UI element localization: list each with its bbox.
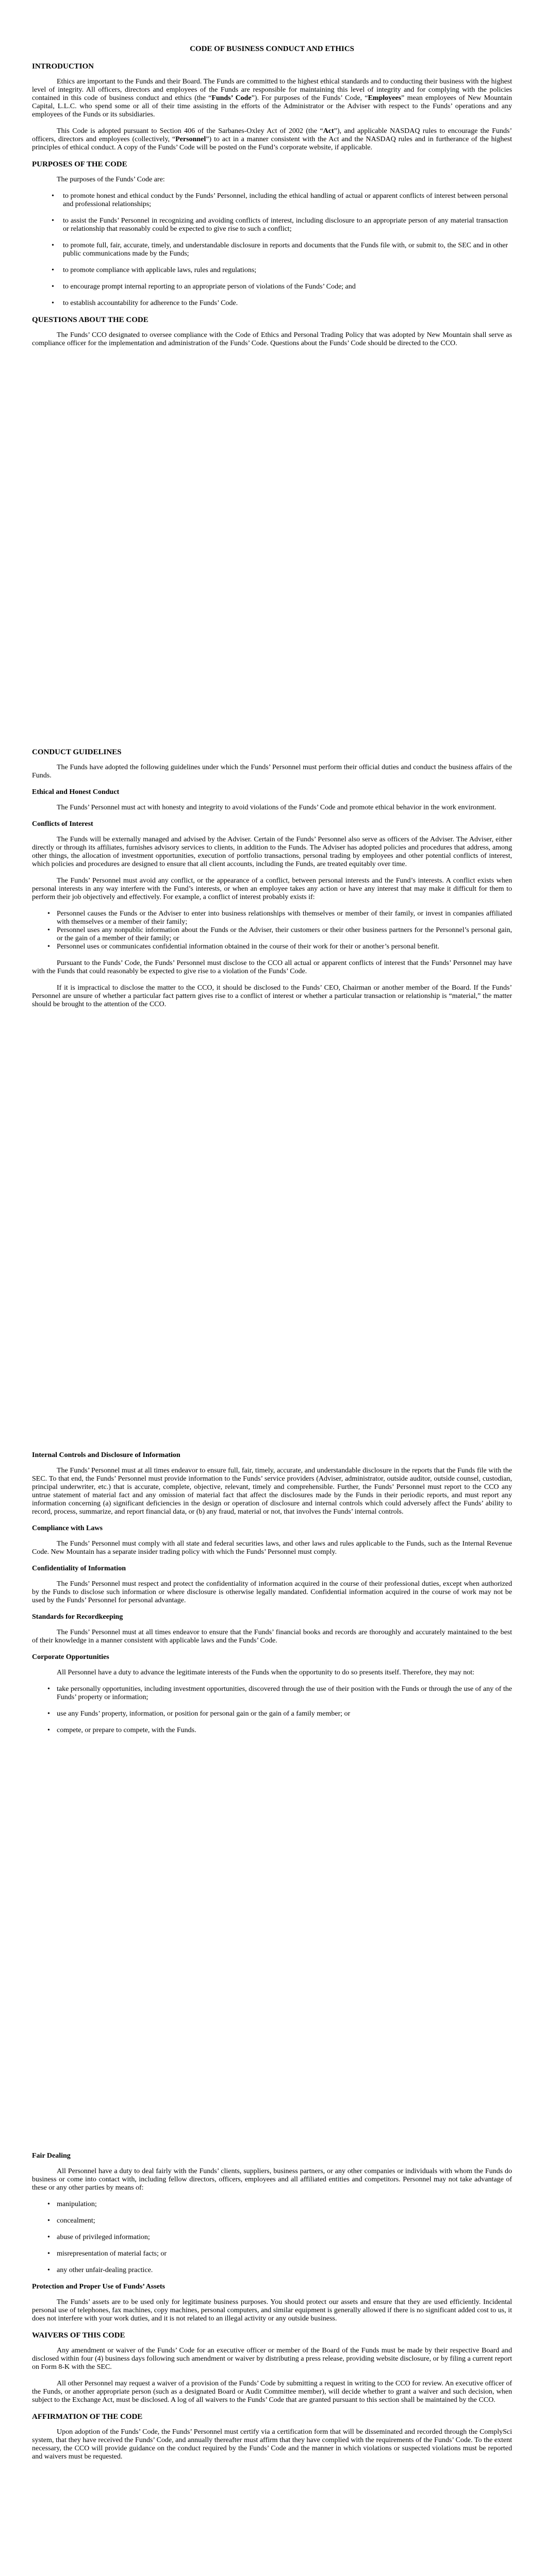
list-item: • to promote honest and ethical conduct by the Funds’ Personnel, including the ethical handling of actual or apparent conflicts of interest between personal and professional relationships; [52,192,508,208]
compliance-paragraph: The Funds’ Personnel must comply with all state and federal securities laws, and other laws and rules applicable to the Funds, such as the Internal Revenue Code. New Mountain has a separate insider trading policy with which the Funds’ Personnel must comply. [32,1540,512,1556]
waivers-heading: WAIVERS OF THIS CODE [32,2331,125,2340]
intro-p1-text-b: ”). For purposes of the Funds’ Code, “ [251,94,368,102]
list-item: • concealment; [47,2217,95,2225]
ethical-conduct-paragraph: The Funds’ Personnel must act with honesty and integrity to avoid violations of the Funds’ Code and promote ethical behavior in the work environment. [57,804,497,811]
intro-p2-text-c: ”) to act in a manner consistent with the Act and the NASDAQ rules and in furtherance of the highest principles of ethical conduct. A copy of the Funds’ Code will be posted on the Fund’s corporate website, if applicable. [32,135,512,151]
list-item: • to establish accountability for adherence to the Funds’ Code. [52,299,238,307]
introduction-heading: INTRODUCTION [32,62,94,71]
internal-controls-paragraph: The Funds’ Personnel must at all times endeavor to ensure full, fair, timely, accurate, and understandable disclosure in the reports that the Funds file with the SEC. To that end, the Funds’ Personnel must provide information to the Funds’ service providers (Adviser, administrator, outside auditor, outside counsel, custodian, principal underwriter, etc.) that is accurate, complete, objective, relevant, timely and comprehensible. Further, the Funds’ Personnel must report to the CCO any untrue statement of material fact and any omission of material fact that affect the disclosures made by the Funds in their periodic reports, and must report any information concerning (a) significant deficiencies in the design or operation of disclosure and internal controls which could adversely affect the Funds’ ability to record, process, summarize, and report financial data, or (b) any fraud, material or not, that involves the Funds’ internal controls. [32,1467,512,1516]
conflicts-paragraph-4: If it is impractical to disclose the matter to the CCO, it should be disclosed to the Funds’ CEO, Chairman or another member of the Board. If the Funds’ Personnel are unsure of whether a particular fact pattern gives rise to a conflict of interest or whether a particular transaction or relationship is “material,” the matter should be brought to the attention of the CCO. [32,984,512,1008]
confidentiality-paragraph: The Funds’ Personnel must respect and protect the confidentiality of information acquired in the course of their professional duties, except when authorized by the Funds to disclose such information or where disclosure is otherwise legally mandated. Confidential information acquired in the course of work may not be used by the Funds’ Personnel for personal advantage. [32,1580,512,1604]
confidentiality-heading: Confidentiality of Information [32,1565,126,1572]
list-item: • take personally opportunities, including investment opportunities, discovered through the use of their position with the Funds or through the use of any of the Funds’ property or information; [47,1685,512,1701]
corporate-opportunities-intro: All Personnel have a duty to advance the legitimate interests of the Funds when the opportunity to do so presents itself. Therefore, they may not: [57,1669,474,1676]
purposes-intro: The purposes of the Funds’ Code are: [57,176,165,183]
questions-paragraph: The Funds’ CCO designated to oversee compliance with the Code of Ethics and Personal Trading Policy that was adopted by New Mountain shall serve as compliance officer for the implementation and administration of the Funds’ Code. Questions about the Funds’ Code should be directed to the CCO. [32,331,512,347]
intro-p1-text-c: ” mean employees of New Mountain Capital, L.L.C. who spend some or all of their time assisting in the efforts of the Administrator or the Adviser with respect to the Funds’ operations and any employees of the Funds or its subsidiaries. [32,94,512,118]
list-item: • to encourage prompt internal reporting to an appropriate person of violations of the Funds’ Code; and [52,283,356,291]
conflicts-paragraph-1: The Funds will be externally managed and advised by the Adviser. Certain of the Funds’ Personnel also serve as officers of the Adviser. The Adviser, either directly or through its affiliates, furnishes advisory services to clients, in addition to the Funds. The Adviser has adopted policies and procedures that address, among other things, the allocation of investment opportunities, execution of portfolio transactions, personal trading by employees and other potential conflicts of interest, which policies and procedures are designed to ensure that all client accounts, including the Funds, are treated equitably over time. [32,836,512,868]
list-item: • misrepresentation of material facts; or [47,2250,167,2258]
fair-dealing-intro: All Personnel have a duty to deal fairly with the Funds’ clients, suppliers, business partners, or any other companies or individuals with whom the Funds do business or come into contact with, including fellow directors, officers, employees and all affiliated entities and competitors. Personnel may not take advantage of these or any other parties by means of: [32,2167,512,2192]
purposes-heading: PURPOSES OF THE CODE [32,160,127,168]
page-4 [0,2110,544,2576]
list-item: • Personnel uses any nonpublic information about the Funds or the Adviser, their customers or their other business partners for the Personnel’s personal gain, or the gain of a member of their family; or [47,926,512,942]
introduction-paragraph-1 [32,78,512,119]
conflicts-list [32,910,512,951]
intro-p2-text-a: This Code is adopted pursuant to Section 406 of the Sarbanes-Oxley Act of 2002 (the “ [57,127,323,135]
intro-p2-text-b: ”), and applicable NASDAQ rules to encourage the Funds’ officers, directors and employees (collectively, “ [32,127,512,143]
list-item: • abuse of privileged information; [47,2233,150,2241]
conflicts-paragraph-2: The Funds’ Personnel must avoid any conflict, or the appearance of a conflict, between personal interests and the Fund’s interests. A conflict exists when personal interests in any way interfere with the Fund’s interests, or when an employee takes any action or have any interest that may make it difficult for them to perform their job objectively and effectively. For example, a conflict of interest probably exists if: [32,877,512,901]
purposes-list [32,192,512,308]
list-item: • any other unfair-dealing practice. [47,2266,153,2274]
defined-term-act: Act [323,127,334,135]
defined-term-personnel: Personnel [175,135,206,143]
defined-term-funds-code: Funds’ Code [211,94,252,102]
list-item: • to promote compliance with applicable laws, rules and regulations; [52,266,257,274]
corporate-opportunities-heading: Corporate Opportunities [32,1653,109,1661]
affirmation-heading: AFFIRMATION OF THE CODE [32,2413,143,2421]
list-item: • to promote full, fair, accurate, timely, and understandable disclosure in reports and documents that the Funds file with, or submit to, the SEC and in other public communications made by the Funds; [52,242,508,258]
affirmation-paragraph: Upon adoption of the Funds’ Code, the Funds’ Personnel must certify via a certification form that will be disseminated and recorded through the ComplySci system, that they have received the Funds’ Code, and annually thereafter must affirm that they have complied with the requirements of the Funds’ Code. To the extent necessary, the CCO will provide guidance on the conduct required by the Funds’ Code and the manner in which violations or suspected violations must be reported and waivers must be requested. [32,2428,512,2461]
conflicts-paragraph-3: Pursuant to the Funds’ Code, the Funds’ Personnel must disclose to the CCO all actual or apparent conflicts of interest that the Funds’ Personnel may have with the Funds that could reasonably be expected to give rise to a violation of the Funds’ Code. [32,959,512,975]
fair-dealing-list [32,2200,512,2275]
introduction-paragraph-2 [32,127,512,152]
fair-dealing-heading: Fair Dealing [32,2152,71,2160]
list-item: • to assist the Funds’ Personnel in recognizing and avoiding conflicts of interest, including disclosure to an appropriate person of any material transaction or relationship that reasonably could be expected to give rise to such a conflict; [52,217,508,233]
page-2 [0,703,544,1406]
page-1 [0,0,544,703]
list-item: • Personnel causes the Funds or the Adviser to enter into business relationships with themselves or member of their family, or invest in companies affiliated with themselves or a member of their family; [47,910,512,926]
waivers-paragraph-2: All other Personnel may request a waiver of a provision of the Funds’ Code by submitting a request in writing to the CCO for review. An executive officer of the Funds, or another appropriate person (such as a designated Board or Audit Committee member), will decide whether to grant a waiver and such decision, when subject to the Exchange Act, must be disclosed. A log of all waivers to the Funds’ Code that are granted pursuant to this section shall be maintained by the CCO. [32,2380,512,2404]
defined-term-employees: Employees [368,94,402,102]
recordkeeping-paragraph: The Funds’ Personnel must at all times endeavor to ensure that the Funds’ financial books and records are thoroughly and accurately maintained to the best of their knowledge in a manner consistent with applicable laws and the Funds’ Code. [32,1629,512,1645]
ethical-conduct-heading: Ethical and Honest Conduct [32,788,120,796]
compliance-heading: Compliance with Laws [32,1524,103,1532]
internal-controls-heading: Internal Controls and Disclosure of Information [32,1451,180,1459]
corporate-opportunities-list [32,1685,512,1735]
protection-heading: Protection and Proper Use of Funds’ Assets [32,2283,165,2291]
intro-p1-text-a: Ethics are important to the Funds and their Board. The Funds are committed to the highest ethical standards and to conducting their business with the highest level of integrity. All officers, directors and employees of the Funds are responsible for maintaining this level of integrity and for complying with the policies contained in this code of business conduct and ethics (the “ [32,78,512,102]
recordkeeping-heading: Standards for Recordkeeping [32,1613,123,1621]
conflicts-heading: Conflicts of Interest [32,820,93,828]
questions-heading: QUESTIONS ABOUT THE CODE [32,316,149,324]
page-3 [0,1406,544,2110]
conduct-guidelines-heading: CONDUCT GUIDELINES [32,748,122,756]
waivers-paragraph-1: Any amendment or waiver of the Funds’ Code for an executive officer or member of the Board of the Funds must be made by their respective Board and disclosed within four (4) business days following such amendment or waiver by distributing a press release, providing website disclosure, or by filing a current report on Form 8-K with the SEC. [32,2347,512,2371]
document-title: CODE OF BUSINESS CONDUCT AND ETHICS [190,45,354,53]
list-item: • use any Funds’ property, information, or position for personal gain or the gain of a family member; or [47,1710,351,1718]
conduct-guidelines-intro: The Funds have adopted the following guidelines under which the Funds’ Personnel must perform their official duties and conduct the business affairs of the Funds. [32,764,512,779]
list-item: • compete, or prepare to compete, with the Funds. [47,1726,196,1734]
list-item: • Personnel uses or communicates confidential information obtained in the course of their work for their or another’s personal benefit. [47,943,439,951]
protection-paragraph: The Funds’ assets are to be used only for legitimate business purposes. You should protect our assets and ensure that they are used efficiently. Incidental personal use of telephones, fax machines, copy machines, personal computers, and similar equipment is generally allowed if there is no significant added cost to us, it does not interfere with your work duties, and it is not related to an illegal activity or any outside business. [32,2298,512,2323]
list-item: • manipulation; [47,2200,97,2208]
